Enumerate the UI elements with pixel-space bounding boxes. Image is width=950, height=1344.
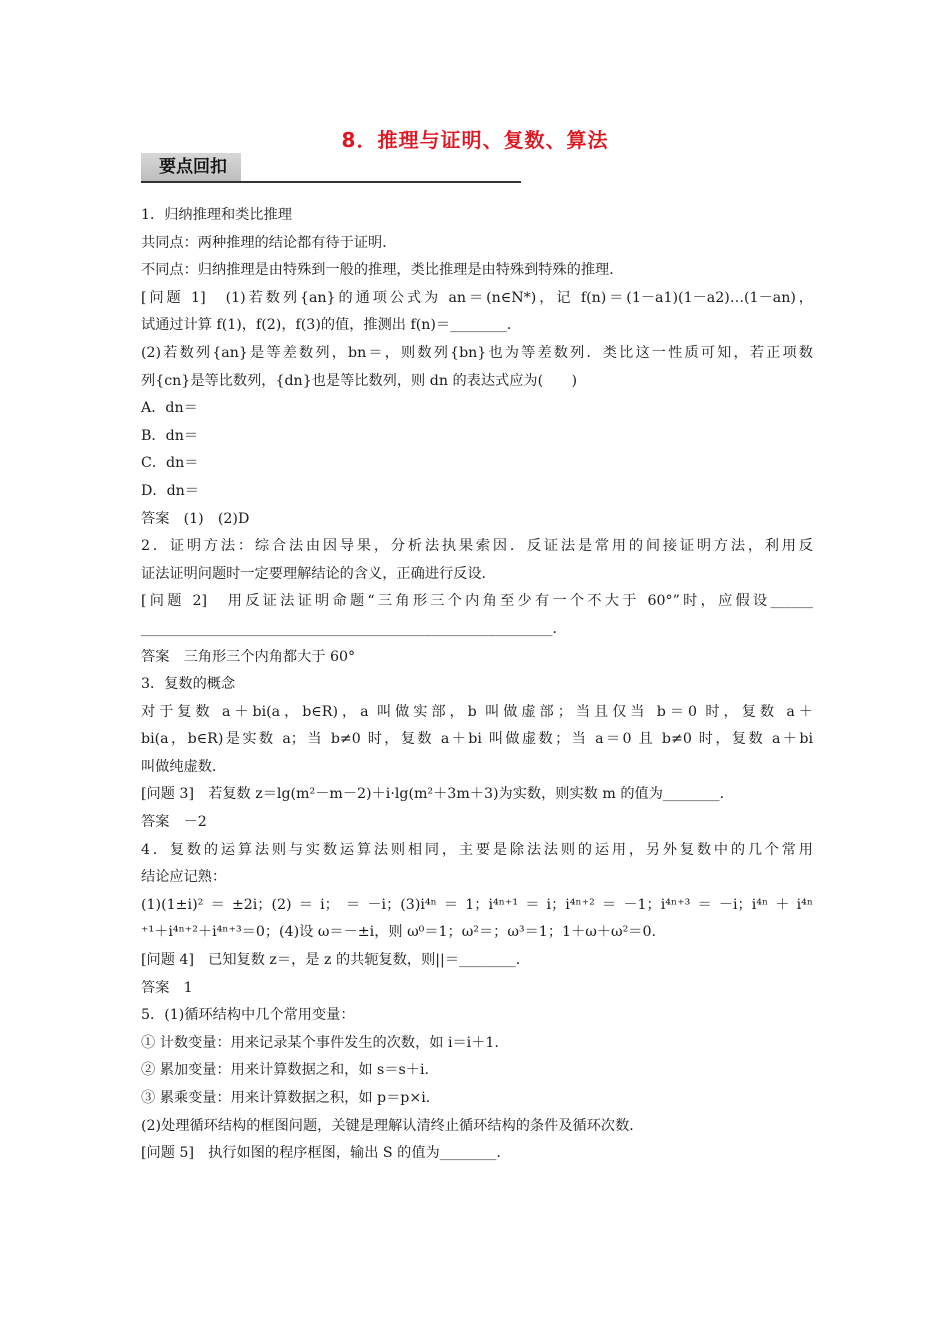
choice-a: A．dn＝	[141, 400, 198, 417]
list-item: ③ 累乘变量：用来计算数据之积，如 p＝p×i.	[141, 1090, 431, 1106]
answer-1: 答案 (1) (2)D	[141, 510, 250, 527]
answer-4: 答案 1	[141, 979, 193, 996]
formula-line: (1)(1±i)²＝±2i；(2)＝i；＝－i；(3)i⁴ⁿ＝1；i⁴ⁿ⁺¹＝i；i⁴ⁿ⁺²＝－1；i⁴ⁿ⁺³＝－i；i⁴ⁿ＋i⁴ⁿ	[141, 896, 813, 913]
paragraph-line: 结论应记熟：	[141, 869, 227, 886]
problem-1-line: 列{cn}是等比数列，{dn}也是等比数列，则 dn 的表达式应为( )	[141, 372, 578, 389]
problem-2-blank: __________________________________________________________．	[141, 620, 567, 637]
problem-1-line: (2)若数列{an}是等差数列，bn＝，则数列{bn}也为等差数列．类比这一性质可知，若正项数	[141, 344, 813, 361]
heading-1: 1．归纳推理和类比推理	[141, 207, 292, 223]
heading-3: 3．复数的概念	[141, 676, 236, 693]
list-item: ② 累加变量：用来计算数据之和，如 s＝s＋i.	[141, 1062, 430, 1079]
section-header	[141, 153, 521, 183]
heading-5: 5．(1)循环结构中几个常用变量：	[141, 1007, 355, 1024]
paragraph-line: 不同点：归纳推理是由特殊到一般的推理，类比推理是由特殊到特殊的推理．	[141, 262, 624, 279]
problem-1-line: [问题 1] (1)若数列{an}的通项公式为 an＝(n∈N*)，记 f(n)＝(1－a1)(1－a2)…(1－an)，	[141, 289, 813, 306]
section-label: 要点回扣	[141, 153, 241, 181]
heading-2: 2．证明方法：综合法由因导果，分析法执果索因．反证法是常用的间接证明方法，利用反	[141, 538, 813, 555]
document-body	[141, 202, 813, 1168]
answer-2: 答案 三角形三个内角都大于 60°	[141, 648, 356, 665]
answer-3: 答案 －2	[141, 814, 207, 831]
problem-3-line: [问题 3] 若复数 z＝lg(m²－m－2)＋i·lg(m²＋3m＋3)为实数，则实数 m 的值为________．	[141, 786, 734, 803]
paragraph-line: 共同点：两种推理的结论都有待于证明．	[141, 234, 397, 251]
choice-d: D．dn＝	[141, 482, 199, 499]
problem-1-line: 试通过计算 f(1)，f(2)，f(3)的值，推测出 f(n)＝________．	[141, 317, 522, 334]
problem-2-line: [问题 2] 用反证法证明命题“三角形三个内角至少有一个不大于 60°”时，应假设______	[141, 593, 813, 610]
formula-line: ⁺¹＋i⁴ⁿ⁺²＋i⁴ⁿ⁺³＝0；(4)设 ω＝－±i，则 ω⁰＝1；ω²＝；ω³＝1；1＋ω＋ω²＝0.	[141, 924, 656, 941]
paragraph-line: bi(a，b∈R)是实数 a；当 b≠0 时，复数 a＋bi 叫做虚数；当 a＝0 且 b≠0 时，复数 a＋bi	[141, 731, 813, 748]
choice-b: B．dn＝	[141, 427, 199, 444]
paragraph-line: 叫做纯虚数．	[141, 758, 227, 775]
page-title: 8．推理与证明、复数、算法	[341, 128, 609, 152]
choice-c: C．dn＝	[141, 455, 199, 472]
paragraph-line: 对于复数 a＋bi(a，b∈R)，a 叫做实部，b 叫做虚部；当且仅当 b＝0 时，复数 a＋	[141, 703, 813, 720]
heading-4: 4．复数的运算法则与实数运算法则相同，主要是除法法则的运用，另外复数中的几个常用	[141, 841, 813, 858]
list-item: ① 计数变量：用来记录某个事件发生的次数，如 i＝i＋1.	[141, 1034, 499, 1051]
paragraph-line: (2)处理循环结构的框图问题，关键是理解认清终止循环结构的条件及循环次数．	[141, 1117, 644, 1134]
problem-5-line: [问题 5] 执行如图的程序框图，输出 S 的值为________．	[141, 1145, 511, 1162]
paragraph-line: 证法证明问题时一定要理解结论的含义，正确进行反设．	[141, 565, 496, 582]
problem-4-line: [问题 4] 已知复数 z＝，是 z 的共轭复数，则||＝________．	[141, 952, 530, 969]
